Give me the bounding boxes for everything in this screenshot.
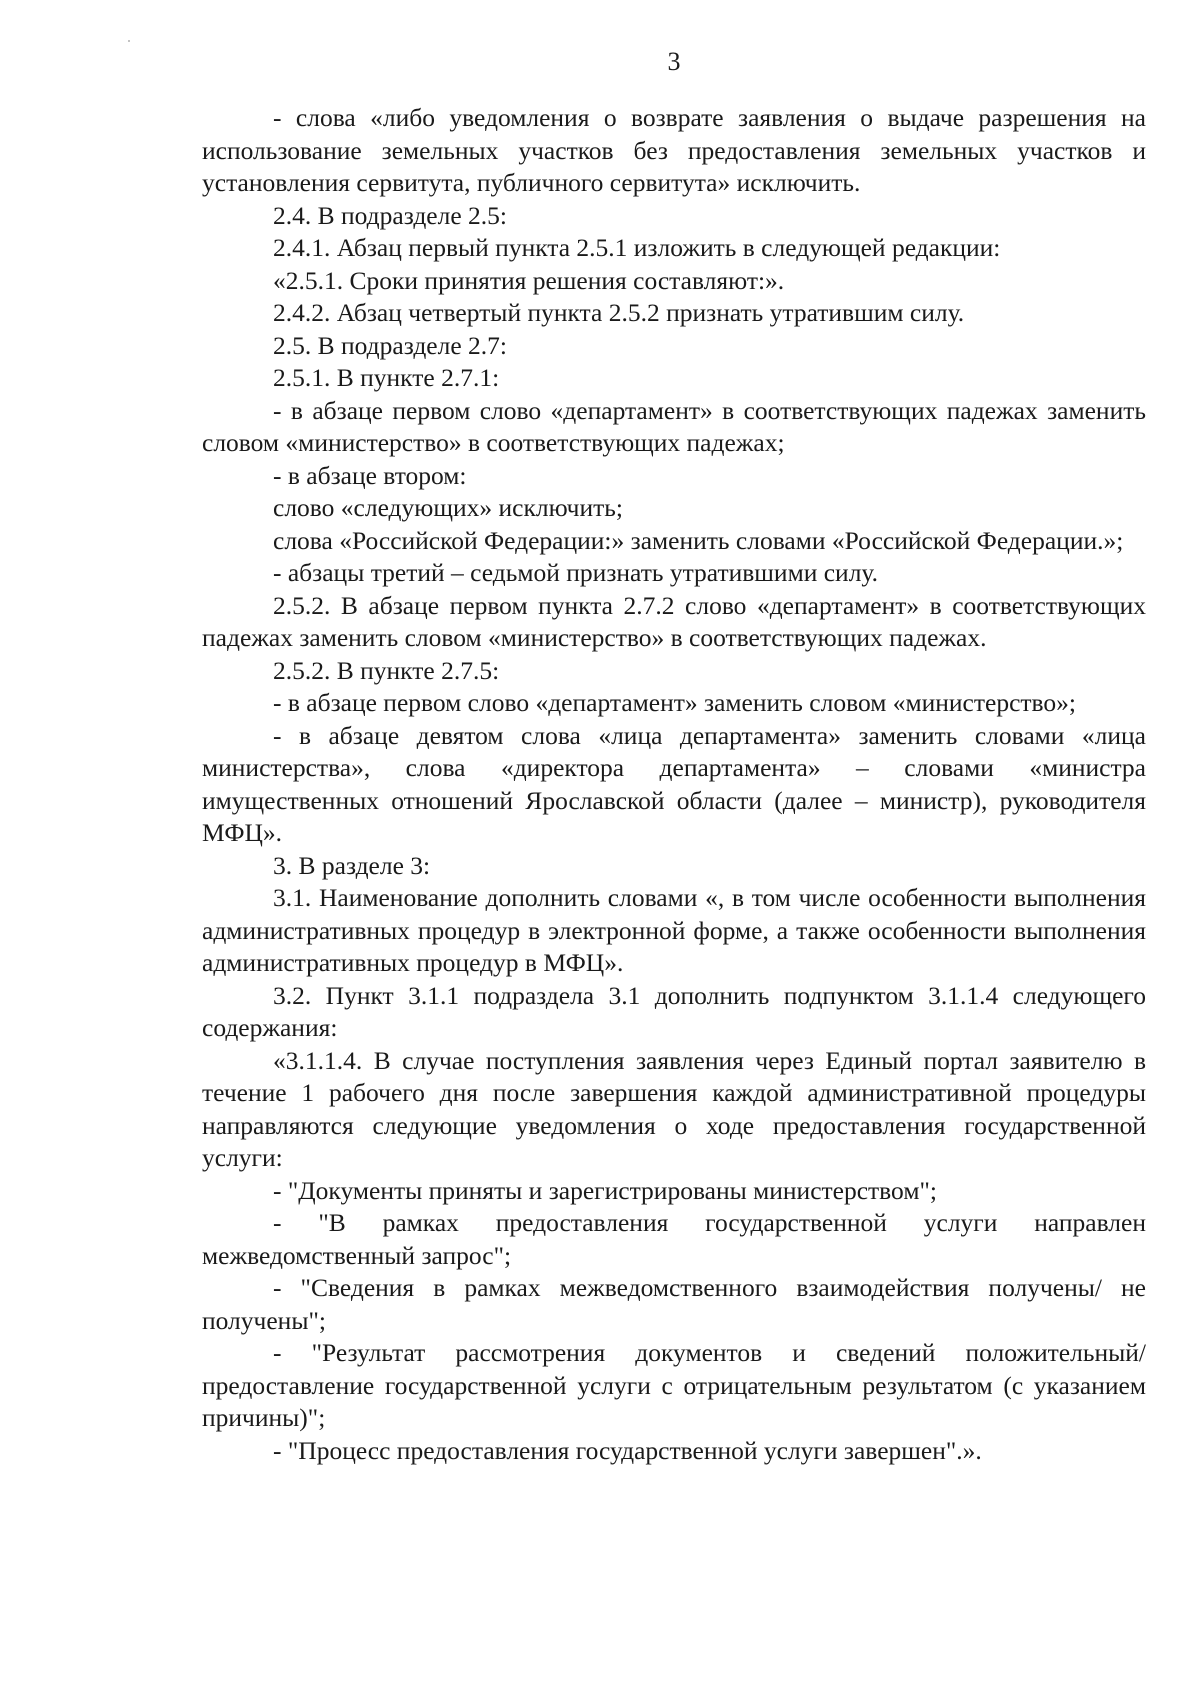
paragraph-18: 3.1. Наименование дополнить словами «, в том числе особенности выполнения административных процедур в электронной форме, а также особенности выполнения административных процедур в МФЦ». (202, 883, 1146, 977)
paragraph-14: 2.5.2. В пункте 2.7.5: (273, 655, 500, 685)
paragraph-24: - "Результат рассмотрения документов и сведений положительный/ предоставление государственной услуги с отрицательным результатом (с указанием причины)"; (202, 1338, 1146, 1432)
paragraph-7: 2.5.1. В пункте 2.7.1: (273, 363, 500, 392)
paragraph-12: - абзацы третий – седьмой признать утратившими силу. (273, 558, 879, 587)
page-number: 3 (667, 47, 681, 76)
paragraph-23: - "Сведения в рамках межведомственного взаимодействия получены/ не получены"; (202, 1273, 1146, 1335)
paragraph-21: - "Документы приняты и зарегистрированы министерством"; (273, 1175, 937, 1205)
paragraph-3: 2.4.1. Абзац первый пункта 2.5.1 изложить в следующей редакции: (273, 233, 1001, 262)
paragraph-19: 3.2. Пункт 3.1.1 подраздела 3.1 дополнить подпунктом 3.1.1.4 следующего содержания: (202, 980, 1146, 1042)
paragraph-25: - "Процесс предоставления государственной услуги завершен".». (273, 1435, 982, 1465)
paragraph-13: 2.5.2. В абзаце первом пункта 2.7.2 слово «департамент» в соответствующих падежах заменить словом «министерство» в соответствующих падежах. (202, 590, 1146, 652)
paragraph-8: - в абзаце первом слово «департамент» в соответствующих падежах заменить словом «министерство» в соответствующих падежах; (202, 395, 1146, 457)
document-body (202, 102, 1146, 1467)
paragraph-10: слово «следующих» исключить; (273, 493, 623, 522)
paragraph-16: - в абзаце девятом слова «лица департамента» заменить словами «лица министерства», слова «директора департамента» – словами «министра имущественных отношений Ярославской области (далее – министр), руководителя МФЦ». (202, 720, 1146, 847)
paragraph-5: 2.4.2. Абзац четвертый пункта 2.5.2 признать утратившим силу. (273, 298, 965, 327)
paragraph-15: - в абзаце первом слово «департамент» заменить словом «министерство»; (273, 688, 1077, 717)
paragraph-17: 3. В разделе 3: (273, 850, 431, 880)
scan-speck (128, 40, 130, 42)
paragraph-6: 2.5. В подразделе 2.7: (273, 330, 507, 360)
paragraph-22: - "В рамках предоставления государственной услуги направлен межведомственный запрос"; (202, 1208, 1146, 1270)
paragraph-2: 2.4. В подразделе 2.5: (273, 200, 507, 230)
paragraph-4: «2.5.1. Сроки принятия решения составляют:». (273, 265, 785, 295)
paragraph-1: - слова «либо уведомления о возврате заявления о выдаче разрешения на использование земельных участков без предоставления земельных участков и установления сервитута, публичного сервитута» исключить. (202, 103, 1146, 197)
paragraph-20: «3.1.1.4. В случае поступления заявления через Единый портал заявителю в течение 1 рабочего дня после завершения каждой административной процедуры направляются следующие уведомления о ходе предоставления государственной услуги: (202, 1045, 1146, 1172)
paragraph-9: - в абзаце втором: (273, 460, 467, 490)
paragraph-11: слова «Российской Федерации:» заменить словами «Российской Федерации.»; (273, 525, 1124, 555)
